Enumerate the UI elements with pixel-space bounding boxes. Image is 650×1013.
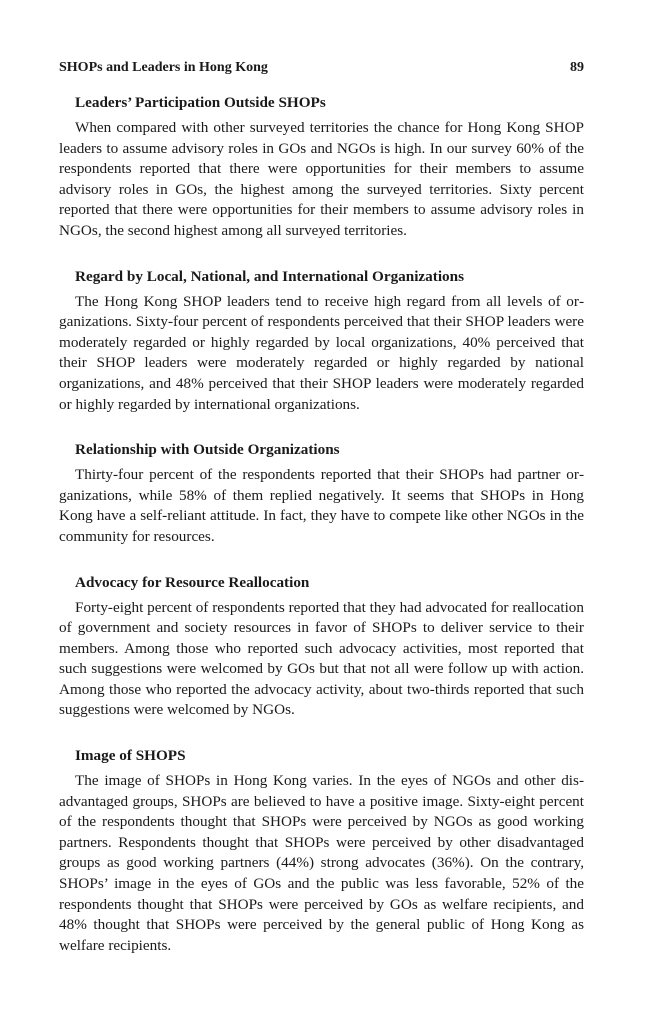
section-leaders-participation [59,92,584,242]
section-paragraph: The Hong Kong SHOP leaders tend to receive high regard from all levels of organizations. Sixty-four percent of respondents perceived that their SHOP leaders were moderately regarded or highly regarded by local organizations, 40% perceived that their SHOP leaders were moderately regarded or highly regarded by national organizations, and 48% perceived that their SHOP leaders were moderately regarded or highly regarded by international organizations. [59,292,584,413]
section-paragraph: Thirty-four percent of the respondents reported that their SHOPs had partner organizations, while 58% of them replied negatively. It seems that SHOPs in Hong Kong have a self-reliant attitude. In fact, they have to compete like other NGOs in the community for resources. [59,466,584,545]
section-relationship-outside [59,439,584,547]
section-heading: Relationship with Outside Organizations [75,441,340,459]
section-image-of-shops [59,745,584,956]
page-body [59,92,584,956]
section-heading: Regard by Local, National, and International Organizations [75,267,464,285]
section-heading: Leaders’ Participation Outside SHOPs [75,94,326,111]
section-paragraph: When compared with other surveyed territories the chance for Hong Kong SHOP leaders to assume advisory roles in GOs and NGOs is high. In our survey 60% of the respondents reported that there were opportunities for their members to assume advisory roles in GOs, the highest among the surveyed territories. Sixty percent reported that there were opportunities for their members to assume advisory roles in NGOs, the second highest among all surveyed territories. [59,119,584,239]
section-advocacy-reallocation [59,572,584,722]
section-paragraph: The image of SHOPs in Hong Kong varies. In the eyes of NGOs and other disadvantaged groups, SHOPs are believed to have a positive image. Sixty-eight percent of the respondents thought that SHOPs were perceived by NGOs as good working partners. Respondents thought that SHOPs were perceived by other disadvantaged groups as good working partners (44%) strong advocates (36%). On the contrary, SHOPs’ image in the eyes of GOs and the public was less favorable, 52% of the respondents thought that SHOPs were perceived by GOs as welfare recipients, and 48% thought that SHOPs were perceived by the general public of Hong Kong as welfare recipients. [59,772,584,954]
page-number: 89 [570,60,584,75]
section-paragraph: Forty-eight percent of respondents reported that they had advocated for reallocation of government and society resources in favor of SHOPs to deliver service to their members. Among those who reported such advocacy activities, most reported that such suggestions were welcomed by GOs but that not all were follow up with action. Among those who reported the advocacy activity, about two-thirds reported that such suggestions were welcomed by NGOs. [59,598,584,719]
section-heading: Image of SHOPS [75,747,186,765]
section-regard-by-organizations [59,266,584,416]
running-head [59,58,584,78]
section-heading: Advocacy for Resource Reallocation [75,573,310,591]
running-head-title: SHOPs and Leaders in Hong Kong [59,60,268,75]
